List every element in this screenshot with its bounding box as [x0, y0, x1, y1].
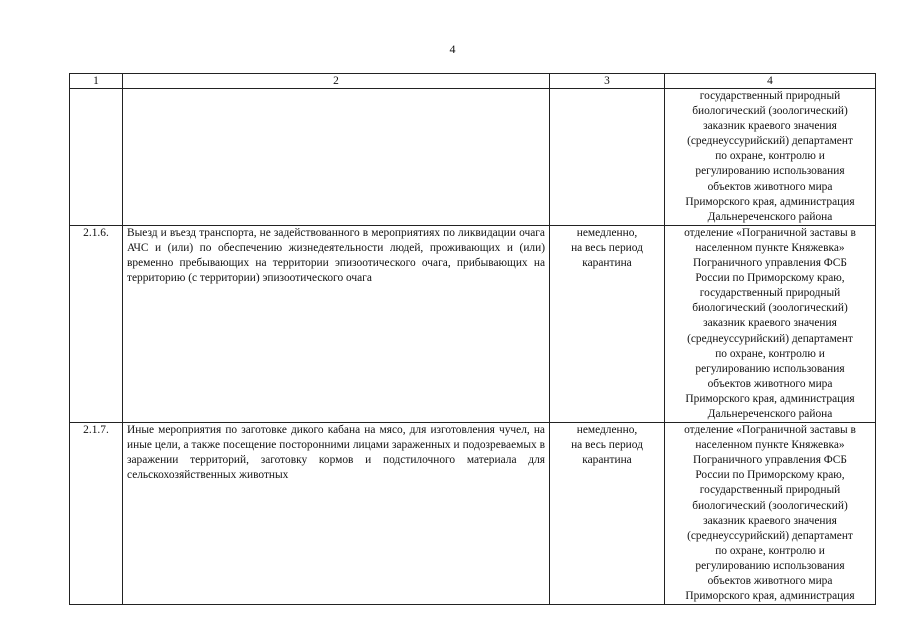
cell-line: Пограничного управления ФСБ — [693, 454, 847, 467]
page-number: 4 — [449, 42, 456, 56]
cell-line: государственный природный — [699, 287, 841, 300]
header-cell-4: 4 — [665, 74, 876, 89]
cell-line: (среднеуссурийский) департамент — [687, 332, 853, 345]
cell-line: отделение «Пограничной заставы в — [684, 424, 856, 437]
cell-line: на весь период — [571, 439, 643, 452]
cell-line: населенном пункте Княжевка» — [695, 439, 845, 452]
cell-line: карантина — [582, 454, 632, 467]
cell-line: объектов животного мира — [707, 575, 833, 587]
row-description — [123, 89, 550, 226]
cell-line: на весь период — [571, 241, 643, 254]
cell-line: Приморского края, администрация — [685, 392, 855, 405]
cell-line: Дальнереченского района — [707, 407, 833, 420]
cell-line: отделение «Пограничной заставы в — [684, 226, 856, 239]
table-row — [70, 225, 876, 422]
cell-line: биологический (зоологический) — [692, 302, 848, 315]
row-responsible — [665, 423, 876, 605]
cell-line: немедленно, — [576, 424, 638, 437]
cell-line: объектов животного мира — [707, 377, 833, 390]
header-cell-2: 2 — [123, 74, 550, 89]
cell-line: заказник краевого значения — [703, 514, 837, 527]
cell-line: Дальнереченского района — [707, 210, 833, 223]
cell-line: Приморского края, администрация — [685, 590, 855, 603]
cell-line: России по Приморскому краю, — [695, 272, 845, 285]
row-timing — [550, 89, 665, 226]
cell-line: заказник краевого значения — [703, 317, 837, 330]
cell-line: регулированию использования — [695, 559, 845, 572]
row-number: 2.1.6. — [70, 225, 123, 422]
row-timing — [550, 225, 665, 422]
cell-line: Пограничного управления ФСБ — [693, 257, 847, 270]
cell-line: объектов животного мира — [707, 180, 833, 193]
measures-table — [69, 73, 876, 605]
cell-line: (среднеуссурийский) департамент — [687, 135, 853, 148]
header-cell-3: 3 — [550, 74, 665, 89]
cell-line: Приморского края, администрация — [685, 195, 855, 208]
cell-line: заказник краевого значения — [703, 120, 837, 133]
cell-line: биологический (зоологический) — [692, 499, 848, 512]
cell-line: немедленно, — [576, 226, 638, 239]
cell-line: биологический (зоологический) — [692, 105, 848, 118]
row-description: Выезд и въезд транспорта, не задействованного в мероприятиях по ликвидации очага АЧС и (или) по обеспечению жизнедеятельности людей, проживающих и (или) временно пребывающих на территории эпизоотического очага, прибывающих на территорию (с территории) эпизоотического очага — [123, 225, 550, 422]
cell-line: по охране, контролю и — [715, 150, 825, 163]
row-timing — [550, 423, 665, 605]
row-number — [70, 89, 123, 226]
table-row — [70, 89, 876, 226]
table-row — [70, 423, 876, 605]
cell-line: по охране, контролю и — [715, 347, 825, 360]
header-cell-1: 1 — [70, 74, 123, 89]
cell-line: России по Приморскому краю, — [695, 469, 845, 482]
cell-line: населенном пункте Княжевка» — [695, 241, 845, 254]
cell-line: государственный природный — [699, 90, 841, 102]
cell-line: регулированию использования — [695, 165, 845, 178]
row-number: 2.1.7. — [70, 423, 123, 605]
cell-line: карантина — [582, 257, 632, 270]
row-responsible — [665, 225, 876, 422]
cell-line: по охране, контролю и — [715, 544, 825, 557]
row-description: Иные мероприятия по заготовке дикого кабана на мясо, для изготовления чучел, на иные цели, а также посещение посторонними лицами зараженных и подозреваемых в заражении территорий, заготовку кормов и подстилочного материала для сельскохозяйственных животных — [123, 423, 550, 605]
cell-line: регулированию использования — [695, 362, 845, 375]
cell-line: (среднеуссурийский) департамент — [687, 529, 853, 542]
row-responsible — [665, 89, 876, 226]
cell-line: государственный природный — [699, 484, 841, 497]
table-header-row — [70, 74, 876, 89]
